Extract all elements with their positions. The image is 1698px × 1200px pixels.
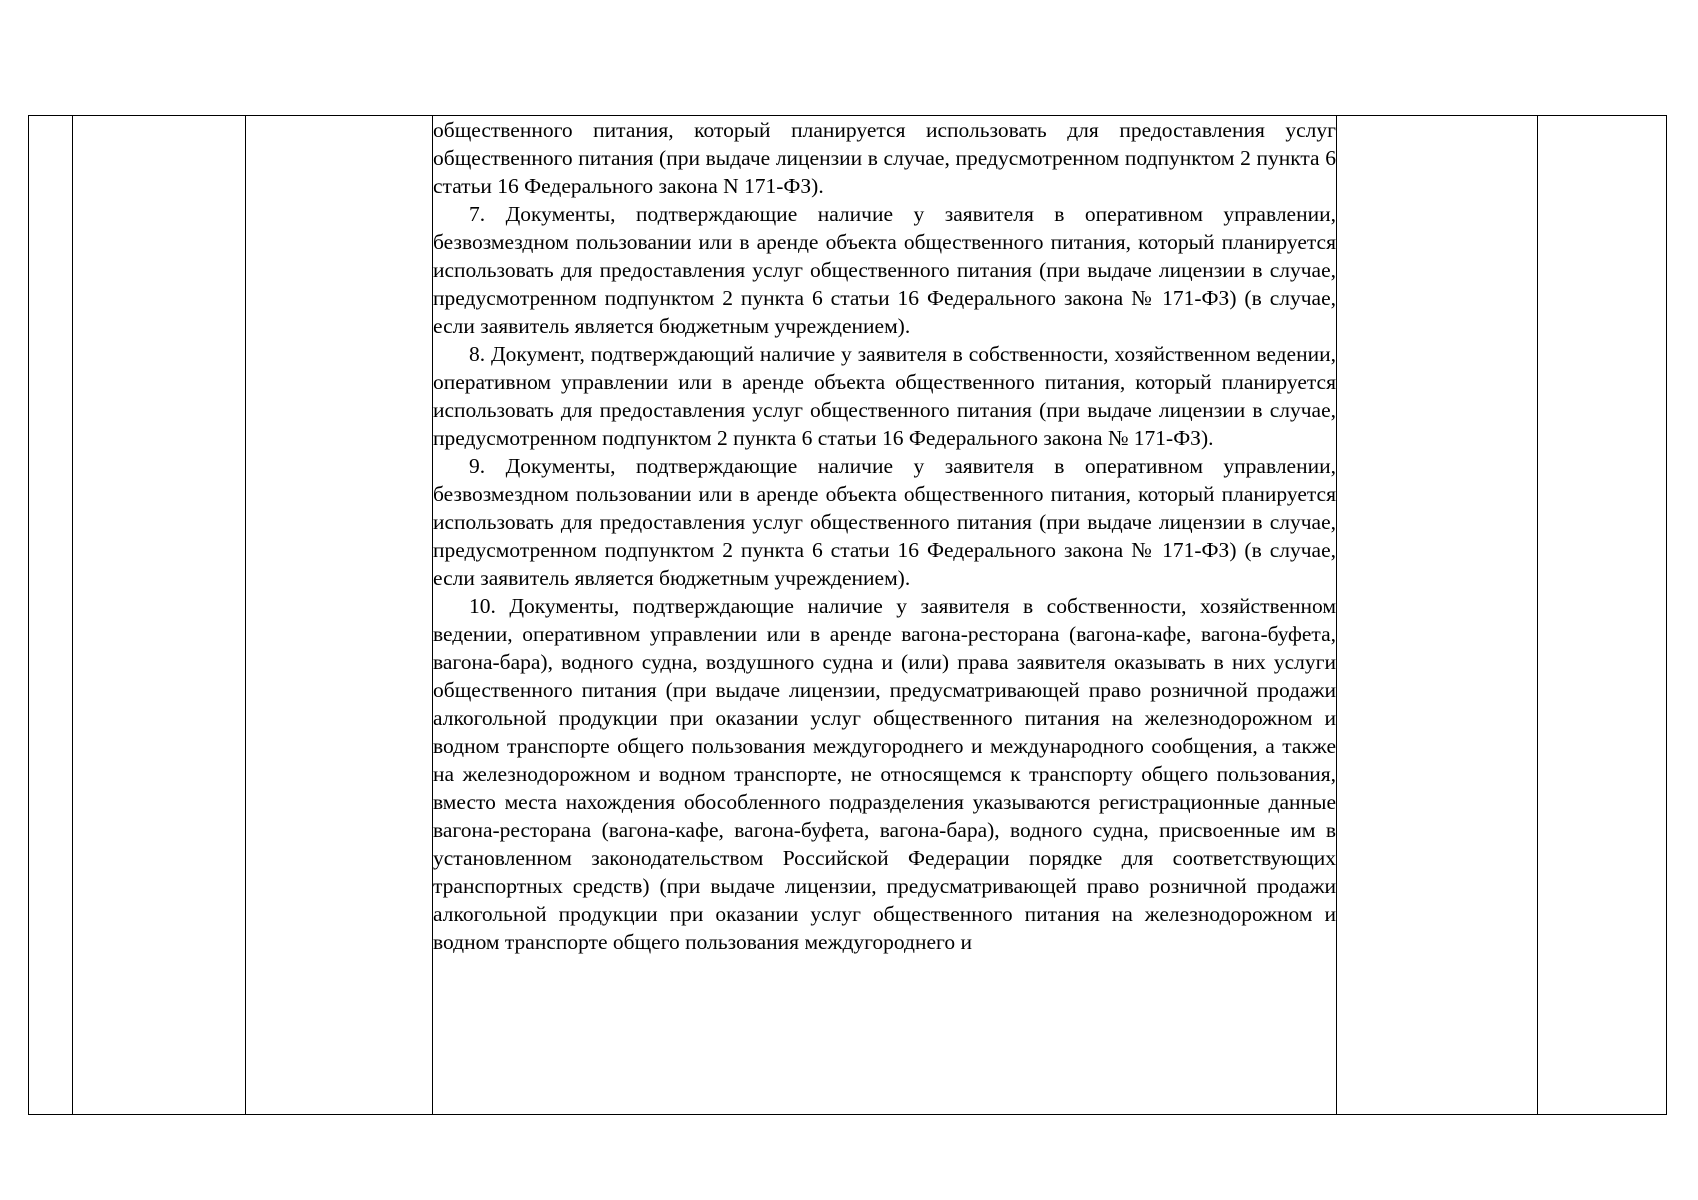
cell-col-1 bbox=[29, 116, 73, 1115]
cell-col-6 bbox=[1538, 116, 1667, 1115]
cell-col-5 bbox=[1337, 116, 1538, 1115]
paragraph-item-9: 9. Документы, подтверждающие наличие у заявителя в оперативном управлении, безвозмездном пользовании или в аренде объекта общественного питания, который планируется использовать для предоставления услуг общественного питания (при выдаче лицензии в случае, предусмотренном подпунктом 2 пункта 6 статьи 16 Федерального закона № 171-ФЗ) (в случае, если заявитель является бюджетным учреждением). bbox=[433, 454, 1336, 590]
cell-col-2 bbox=[73, 116, 246, 1115]
paragraph-item-8: 8. Документ, подтверждающий наличие у заявителя в собственности, хозяйственном ведении, оперативном управлении или в аренде объекта общественного питания, который планируется использовать для предоставления услуг общественного питания (при выдаче лицензии в случае, предусмотренном подпунктом 2 пункта 6 статьи 16 Федерального закона № 171-ФЗ). bbox=[433, 342, 1336, 450]
document-table bbox=[28, 115, 1667, 1115]
table-row bbox=[29, 116, 1667, 1115]
paragraph-continuation: общественного питания, который планируется использовать для предоставления услуг общественного питания (при выдаче лицензии в случае, предусмотренном подпунктом 2 пункта 6 статьи 16 Федерального закона N 171-ФЗ). bbox=[433, 118, 1336, 198]
paragraph-item-7: 7. Документы, подтверждающие наличие у заявителя в оперативном управлении, безвозмездном пользовании или в аренде объекта общественного питания, который планируется использовать для предоставления услуг общественного питания (при выдаче лицензии в случае, предусмотренном подпунктом 2 пункта 6 статьи 16 Федерального закона № 171-ФЗ) (в случае, если заявитель является бюджетным учреждением). bbox=[433, 202, 1336, 338]
document-text bbox=[433, 116, 1336, 956]
paragraph-item-10: 10. Документы, подтверждающие наличие у заявителя в собственности, хозяйственном ведении, оперативном управлении или в аренде вагона-ресторана (вагона-кафе, вагона-буфета, вагона-бара), водного судна, воздушного судна и (или) права заявителя оказывать в них услуги общественного питания (при выдаче лицензии, предусматривающей право розничной продажи алкогольной продукции при оказании услуг общественного питания на железнодорожном и водном транспорте общего пользования междугороднего и международного сообщения, а также на железнодорожном и водном транспорте, не относящемся к транспорту общего пользования, вместо места нахождения обособленного подразделения указываются регистрационные данные вагона-ресторана (вагона-кафе, вагона-буфета, вагона-бара), водного судна, присвоенные им в установленном законодательством Российской Федерации порядке для соответствующих транспортных средств) (при выдаче лицензии, предусматривающей право розничной продажи алкогольной продукции при оказании услуг общественного питания на железнодорожном и водном транспорте общего пользования междугороднего и bbox=[433, 594, 1336, 954]
cell-col-3 bbox=[246, 116, 433, 1115]
cell-col-4-text bbox=[433, 116, 1337, 1115]
